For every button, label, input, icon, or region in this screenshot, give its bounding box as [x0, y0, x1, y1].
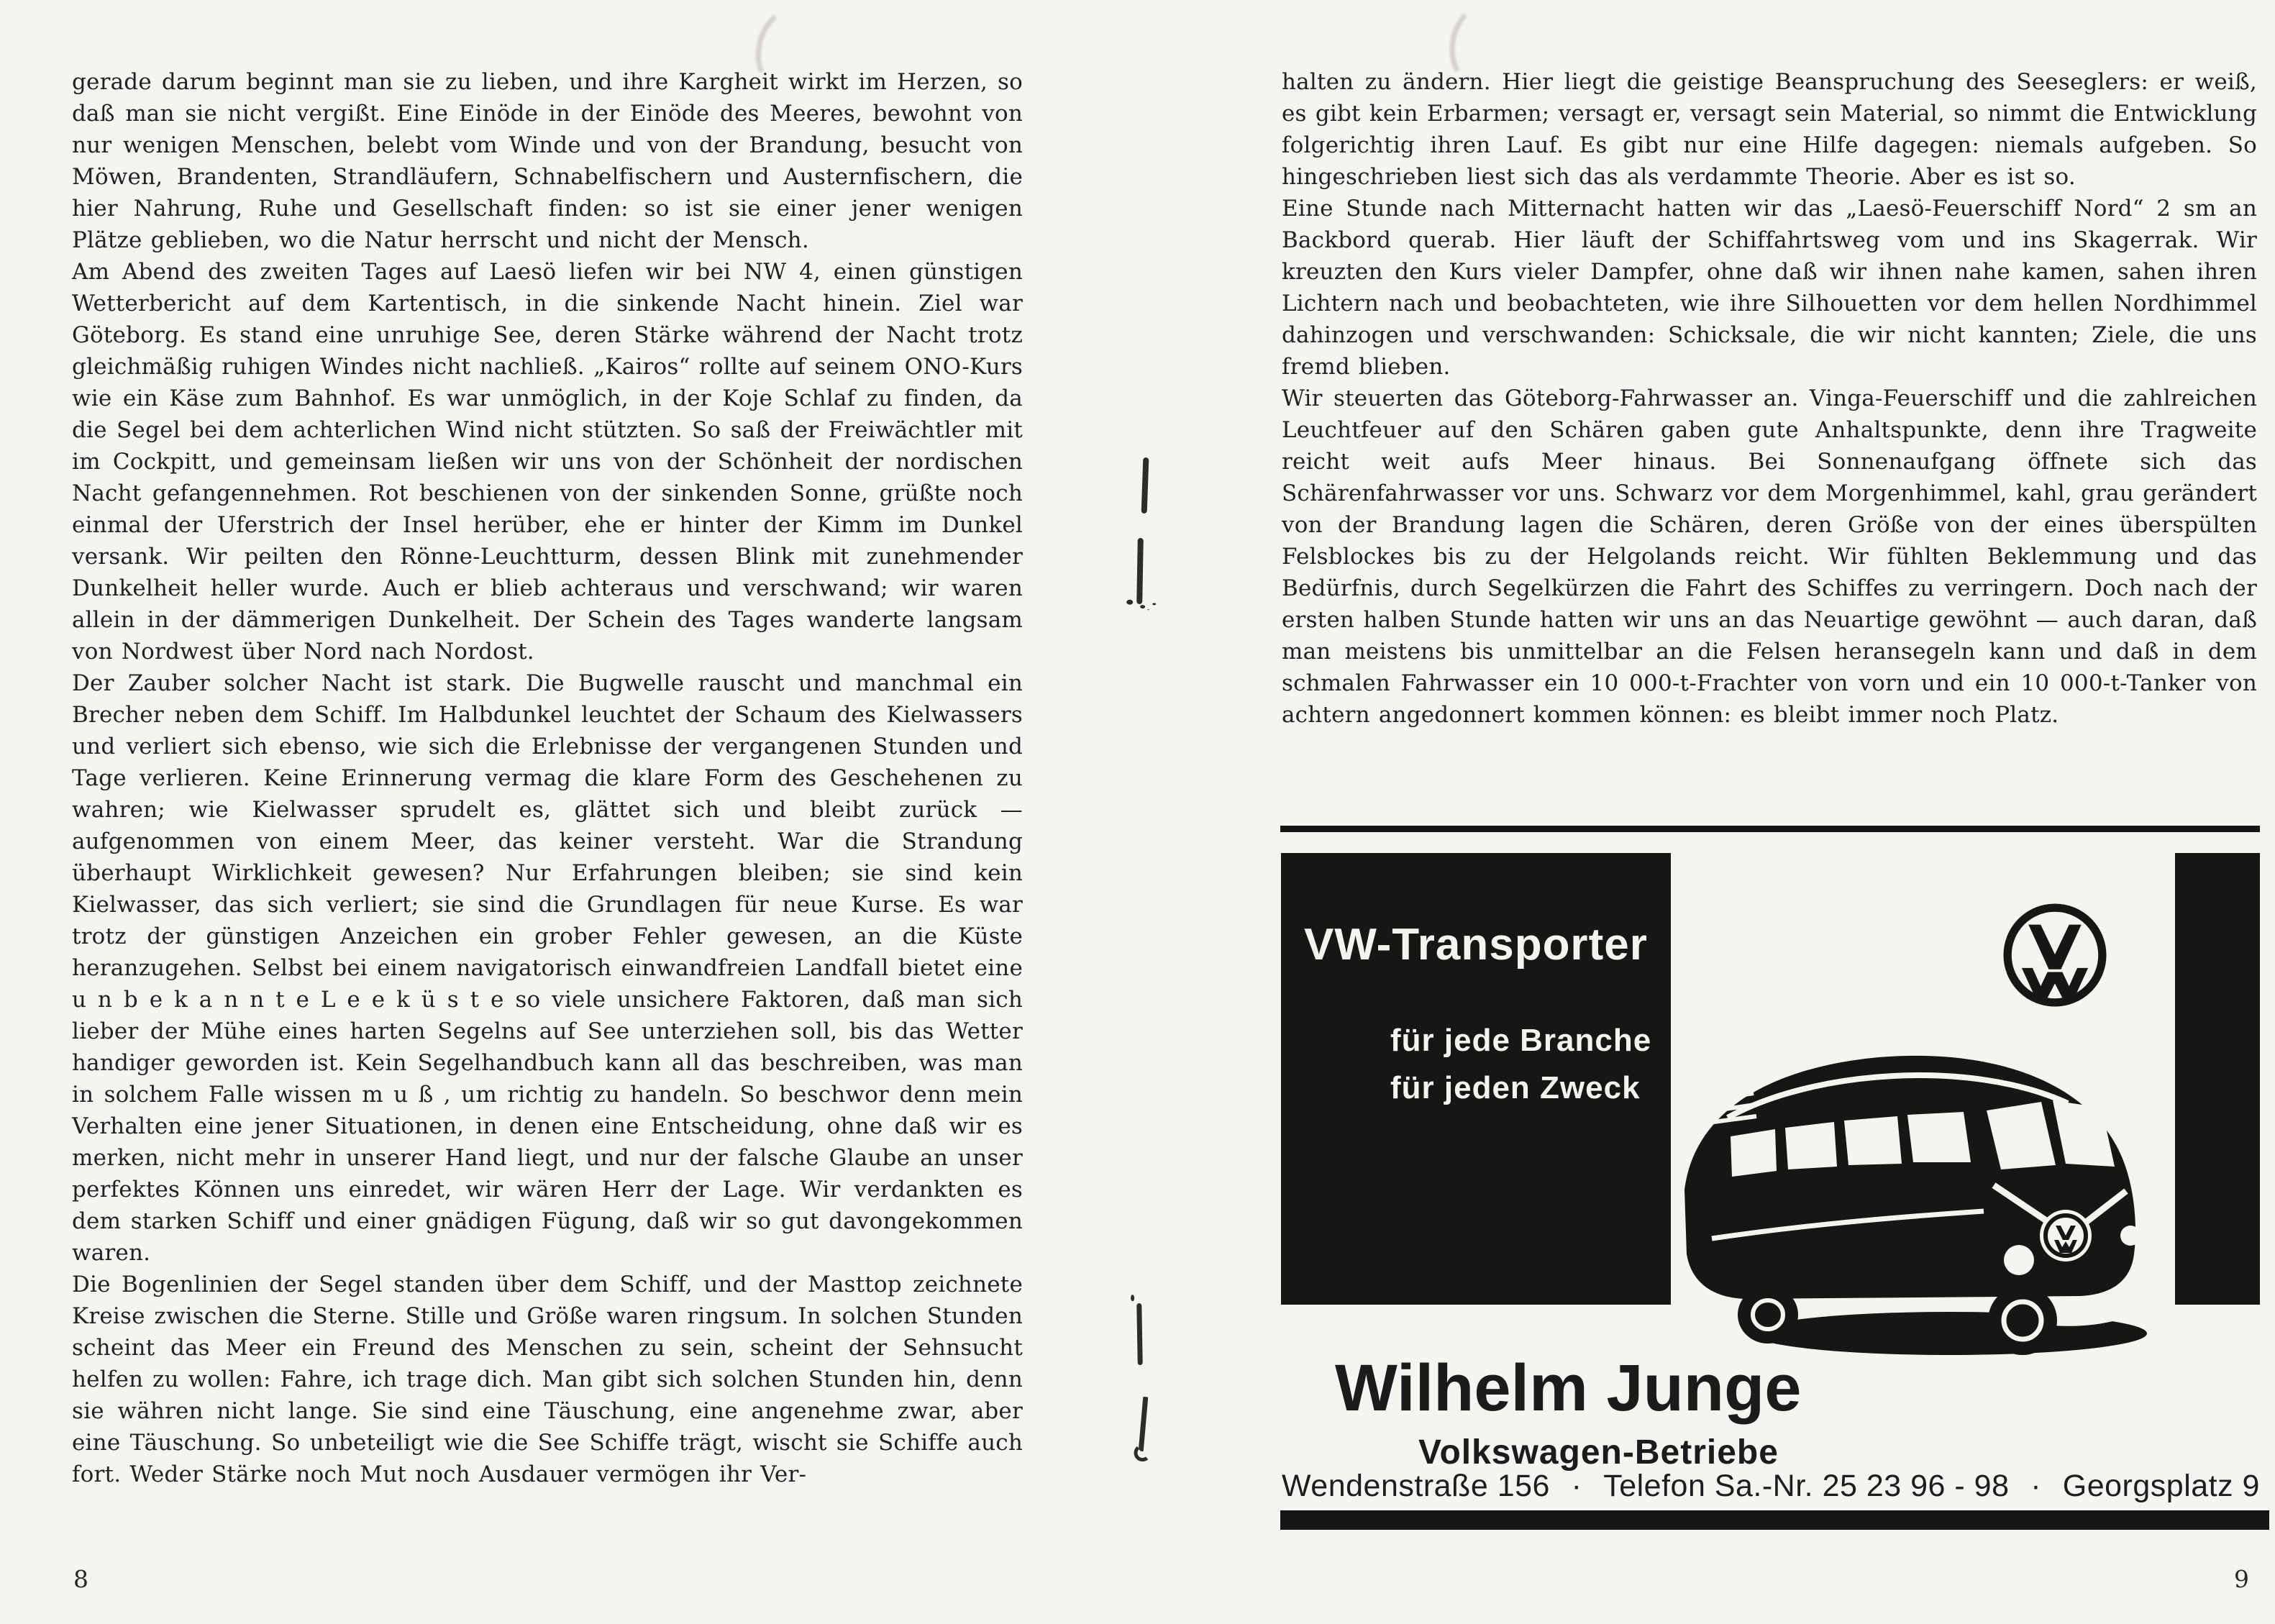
address-separator: ·: [2030, 1469, 2042, 1503]
ad-address-row: [1282, 1469, 2260, 1504]
paragraph: Der Zauber solcher Nacht ist stark. Die Bugwelle rauscht und manchmal ein Brecher neben dem Schiff. Im Halbdunkel leuchtet der Schaum des Kielwassers und verliert sich ebenso, wie sich die Erlebnisse der vergangenen Stunden und Tage verlieren. Keine Erinnerung vermag die klare Form des Geschehenen zu wahren; wie Kielwasser sprudelt es, glättet sich und bleibt zurück — aufgenommen von einem Meer, das keiner versteht. War die Strandung überhaupt Wirklichkeit gewesen? Nur Erfahrungen bleiben; sie sind kein Kielwasser, das sich verliert; sie sind die Grundlagen für neue Kurse. Es war trotz der günstigen Anzeichen ein grober Fehler gewesen, an die Küste heranzugehen. Selbst bei einem navigatorisch einwandfreien Landfall bietet eine u n b e k a n n t e L e e k ü s t e so viele unsichere Faktoren, daß man sich lieber der Mühe eines harten Segelns auf See unterziehen soll, bis das Wetter handiger geworden ist. Kein Segelhandbuch kann all das beschreiben, was man in solchem Falle wissen m u ß , um richtig zu handeln. So beschwor denn mein Verhalten eine jener Situationen, in denen eine Entscheidung, ohne daß wir es merken, nicht mehr in unserer Hand liegt, und nur der falsche Glaube an unser perfektes Können uns einredet, wir wären Herr der Lage. Wir verdankten es dem starken Schiff und einer gnädigen Fügung, daß wir so gut davongekommen waren.: [72, 670, 1023, 1266]
dealer-division: Volkswagen-Betriebe: [1418, 1433, 1779, 1472]
address-phone: Telefon Sa.-Nr. 25 23 96 - 98: [1603, 1469, 2010, 1503]
paragraph: Die Bogenlinien der Segel standen über dem Schiff, und der Masttop zeichnete Kreise zwischen die Sterne. Stille und Größe waren ringsum. In solchen Stunden scheint das Meer ein Freund des Menschen zu sein, scheint der Sehnsucht helfen zu wollen: Fahre, ich trage dich. Man gibt sich solchen Stunden hin, denn sie währen nicht lange. Sie sind eine Täuschung, eine angenehme zwar, aber eine Täuschung. So unbeteiligt wie die See Schiffe trägt, wischt sie Schiffe auch fort. Weder Stärke noch Mut noch Ausdauer vermögen ihr Ver-: [72, 1272, 1023, 1487]
paragraph: Eine Stunde nach Mitternacht hatten wir das „Laesö-Feuerschiff Nord“ 2 sm an Backbord querab. Hier läuft der Schiffahrtsweg vom und ins Skagerrak. Wir kreuzten den Kurs vieler Dampfer, ohne daß wir ihnen nahe kamen, sahen ihren Lichtern nach und beobachteten, wie ihre Silhouetten vor dem hellen Nordhimmel dahinzogen und verschwanden: Schicksale, die wir nicht kannten; Ziele, die uns fremd blieben.: [1282, 196, 2257, 380]
ad-black-panel: [1281, 853, 1671, 1305]
gutter-ink-mark: [1141, 457, 1149, 514]
ad-bottom-bar: [1280, 1510, 2269, 1530]
dealer-name: Wilhelm Junge: [1335, 1351, 1802, 1425]
paragraph: halten zu ändern. Hier liegt die geistige Beanspruchung des Seeseglers: er weiß, es gibt kein Erbarmen; versagt er, versagt sein Material, so nimmt die Entwicklung folgerichtig ihren Lauf. Es gibt nur eine Hilfe dagegen: niemals aufgeben. So hingeschrieben liest sich das als verdammte Theorie. Aber es ist so.: [1282, 69, 2257, 190]
address-street: Wendenstraße 156: [1282, 1469, 1550, 1503]
right-page-text-column: [1282, 66, 2257, 731]
gutter-ink-mark: [1139, 1397, 1149, 1451]
left-page-text-column: [72, 66, 1023, 1490]
ad-headline: VW-Transporter: [1304, 920, 1648, 970]
ad-tagline-branche: für jede Branche: [1390, 1023, 1652, 1058]
paragraph: gerade darum beginnt man sie zu lieben, und ihre Kargheit wirkt im Herzen, so daß man sie nicht vergißt. Eine Einöde in der Einöde des Meeres, bewohnt von nur wenigen Menschen, belebt vom Winde und von der Brandung, besucht von Möwen, Brandenten, Strandläufern, Schnabelfischern und Austernfischern, die hier Nahrung, Ruhe und Gesellschaft finden: so ist sie einer jener wenigen Plätze geblieben, wo die Natur herrscht und nicht der Mensch.: [72, 69, 1023, 253]
ad-top-rule: [1280, 826, 2260, 832]
paragraph: Am Abend des zweiten Tages auf Laesö liefen wir bei NW 4, einen günstigen Wetterbericht auf dem Kartentisch, in die sinkende Nacht hinein. Ziel war Göteborg. Es stand eine unruhige See, deren Stärke während der Nacht trotz gleichmäßig ruhigen Windes nicht nachließ. „Kairos“ rollte auf seinem ONO-Kurs wie ein Käse zum Bahnhof. Es war unmöglich, in der Koje Schlaf zu finden, da die Segel bei dem achterlichen Wind nicht stützten. So saß der Freiwächtler mit im Cockpitt, und gemeinsam ließen wir uns von der Schönheit der nordischen Nacht gefangennehmen. Rot beschienen von der sinkenden Sonne, grüßte noch einmal der Uferstrich der Insel herüber, ehe er hinter der Kimm im Dunkel versank. Wir peilten den Rönne-Leuchtturm, dessen Blink mit zunehmender Dunkelheit heller wurde. Auch er blieb achteraus und verschwand; wir waren allein in der dämmerigen Dunkelheit. Der Schein des Tages wanderte langsam von Nordwest über Nord nach Nordost.: [72, 259, 1023, 665]
vw-bus-illustration: [1661, 1016, 2172, 1365]
gutter-ink-mark: [1136, 1303, 1142, 1365]
ad-right-black-bar: [2175, 853, 2260, 1305]
ad-tagline-zweck: für jeden Zweck: [1390, 1070, 1641, 1105]
page-number-left: 8: [73, 1565, 88, 1593]
address-place: Georgsplatz 9: [2062, 1469, 2260, 1503]
page-number-right: 9: [2234, 1565, 2249, 1593]
paragraph: Wir steuerten das Göteborg-Fahrwasser an. Vinga-Feuerschiff und die zahlreichen Leuchtfeuer auf den Schären gaben gute Anhaltspunkte, denn ihre Tragweite reicht weit aufs Meer hinaus. Bei Sonnenaufgang öffnete sich das Schärenfahrwasser vor uns. Schwarz vor dem Morgenhimmel, kahl, grau gerändert von der Brandung lagen die Schären, deren Größe von der eines überspülten Felsblockes bis zu der Helgolands reicht. Wir fühlten Beklemmung und das Bedürfnis, durch Segelkürzen die Fahrt des Schiffes zu verringern. Doch nach der ersten halben Stunde hatten wir uns an das Neuartige gewöhnt — auch daran, daß man meistens bis unmittelbar an die Felsen heransegeln kann und daß in dem schmalen Fahrwasser ein 10 000-t-Frachter von vorn und ein 10 000-t-Tanker von achtern angedonnert kommen können: es bleibt immer noch Platz.: [1282, 386, 2257, 728]
address-separator: ·: [1571, 1469, 1582, 1503]
gutter-ink-mark: [1136, 538, 1144, 604]
vw-logo-icon: [1997, 898, 2112, 1013]
